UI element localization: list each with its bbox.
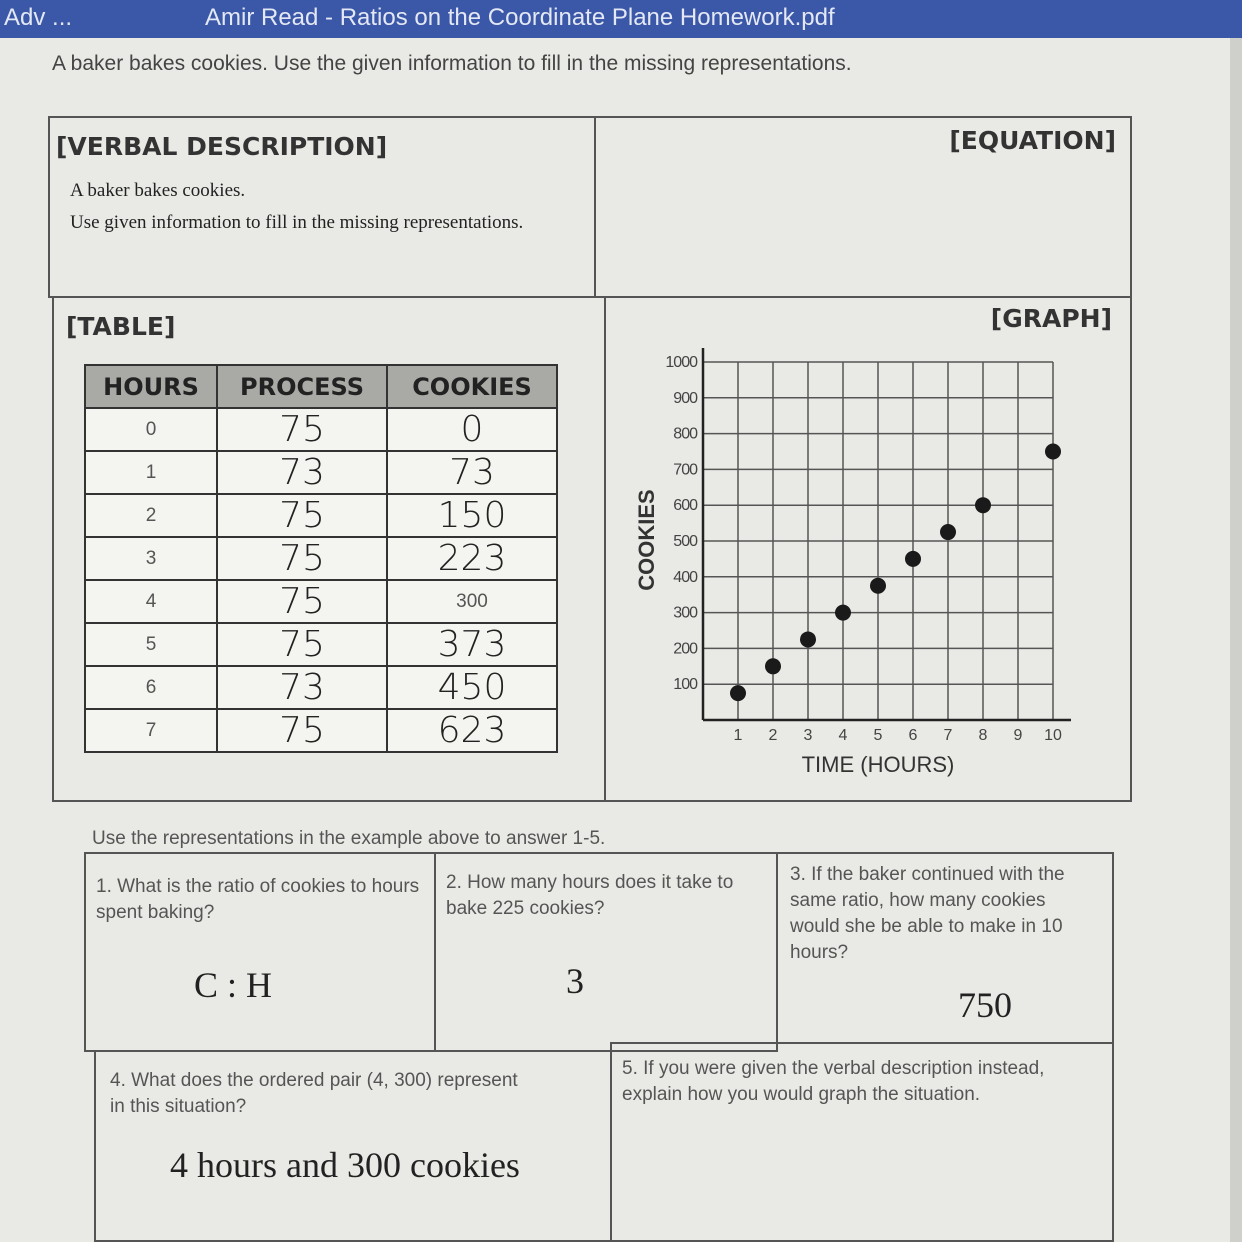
cookies-cell[interactable]: 300	[387, 580, 557, 623]
answer-3[interactable]: 750	[958, 985, 1012, 1025]
y-tick-label: 300	[673, 604, 697, 622]
y-tick-label: 800	[673, 425, 697, 443]
y-tick-label: 600	[673, 497, 697, 515]
hours-cell: 0	[85, 408, 217, 451]
data-point	[835, 605, 851, 621]
scatter-chart	[620, 340, 1080, 790]
cookies-cell[interactable]: 0	[387, 408, 557, 451]
y-tick-label: 100	[673, 676, 697, 694]
process-cell[interactable]: 73	[217, 666, 387, 709]
answer-2[interactable]: 3	[566, 961, 584, 1001]
data-table	[84, 364, 558, 753]
y-tick-label: 900	[673, 389, 697, 407]
question-3-text: 3. If the baker continued with the same ratio, how many cookies would she be able to make in 10 hours?	[790, 864, 1065, 963]
x-tick-label: 6	[908, 727, 918, 744]
hours-cell: 1	[85, 451, 217, 494]
answer-4[interactable]: 4 hours and 300 cookies	[170, 1145, 520, 1185]
table-header: [TABLE]	[66, 312, 176, 341]
question-4	[94, 1050, 612, 1242]
question-5	[610, 1042, 1114, 1242]
hours-cell: 2	[85, 494, 217, 537]
question-1-text: 1. What is the ratio of cookies to hours spent baking?	[96, 876, 420, 923]
equation-header: [EQUATION]	[949, 126, 1116, 155]
question-3	[776, 852, 1114, 1044]
data-point	[870, 578, 886, 594]
question-2	[434, 852, 778, 1052]
table-row	[85, 709, 557, 752]
data-point	[905, 551, 921, 567]
hours-cell: 4	[85, 580, 217, 623]
hours-cell: 7	[85, 709, 217, 752]
col-hours: HOURS	[85, 365, 217, 408]
data-point	[940, 524, 956, 540]
graph-header: [GRAPH]	[990, 304, 1112, 333]
y-tick-label: 700	[673, 461, 697, 479]
x-tick-label: 10	[1044, 727, 1062, 744]
x-tick-label: 1	[733, 727, 743, 744]
process-cell[interactable]: 73	[217, 451, 387, 494]
x-axis-label: TIME (HOURS)	[801, 752, 955, 777]
instruction-text: A baker bakes cookies. Use the given information to fill in the missing representations.	[52, 52, 852, 75]
col-process: PROCESS	[217, 365, 387, 408]
table-row	[85, 580, 557, 623]
nav-breadcrumb[interactable]: Adv ...	[4, 4, 73, 31]
y-axis-label: COOKIES	[634, 489, 659, 591]
title-bar	[0, 0, 1242, 38]
verbal-line2: Use given information to fill in the missing representations.	[70, 212, 524, 233]
data-point	[730, 685, 746, 701]
hours-cell: 5	[85, 623, 217, 666]
table-row	[85, 537, 557, 580]
cookies-cell[interactable]: 223	[387, 537, 557, 580]
document-title: Amir Read - Ratios on the Coordinate Plane Homework.pdf	[205, 4, 835, 31]
question-4-text: 4. What does the ordered pair (4, 300) represent in this situation?	[110, 1070, 518, 1117]
process-cell[interactable]: 75	[217, 580, 387, 623]
process-cell[interactable]: 75	[217, 709, 387, 752]
process-cell[interactable]: 75	[217, 623, 387, 666]
data-point	[765, 658, 781, 674]
verbal-header: [VERBAL DESCRIPTION]	[56, 132, 388, 161]
cookies-cell[interactable]: 450	[387, 666, 557, 709]
x-tick-label: 2	[768, 727, 778, 744]
x-tick-label: 9	[1013, 727, 1023, 744]
question-5-text: 5. If you were given the verbal description instead, explain how you would graph the situation.	[622, 1058, 1045, 1105]
verbal-line1: A baker bakes cookies.	[70, 180, 246, 201]
x-tick-label: 3	[803, 727, 813, 744]
x-tick-label: 8	[978, 727, 988, 744]
question-1	[84, 852, 436, 1052]
cookies-cell[interactable]: 623	[387, 709, 557, 752]
y-tick-label: 500	[673, 533, 697, 550]
table-row	[85, 408, 557, 451]
process-cell[interactable]: 75	[217, 494, 387, 537]
table-row	[85, 451, 557, 494]
table-row	[85, 666, 557, 709]
data-point	[800, 631, 816, 647]
y-tick-label: 200	[673, 640, 697, 658]
cookies-cell[interactable]: 73	[387, 451, 557, 494]
cookies-cell[interactable]: 373	[387, 623, 557, 666]
questions-intro: Use the representations in the example above to answer 1-5.	[92, 828, 606, 849]
data-point	[975, 497, 991, 513]
table-row	[85, 494, 557, 537]
x-tick-label: 7	[943, 727, 953, 744]
process-cell[interactable]: 75	[217, 537, 387, 580]
hours-cell: 3	[85, 537, 217, 580]
x-tick-label: 4	[838, 727, 848, 744]
answer-1[interactable]: C : H	[194, 965, 273, 1005]
process-cell[interactable]: 75	[217, 408, 387, 451]
equation-section	[594, 116, 1132, 298]
x-tick-label: 5	[873, 727, 883, 744]
hours-cell: 6	[85, 666, 217, 709]
verbal-section	[48, 116, 596, 298]
y-tick-label: 400	[673, 568, 697, 586]
table-row	[85, 623, 557, 666]
col-cookies: COOKIES	[387, 365, 557, 408]
y-tick-label: 1000	[665, 354, 697, 371]
cookies-cell[interactable]: 150	[387, 494, 557, 537]
data-point	[1045, 444, 1061, 460]
question-2-text: 2. How many hours does it take to bake 225 cookies?	[446, 872, 734, 919]
